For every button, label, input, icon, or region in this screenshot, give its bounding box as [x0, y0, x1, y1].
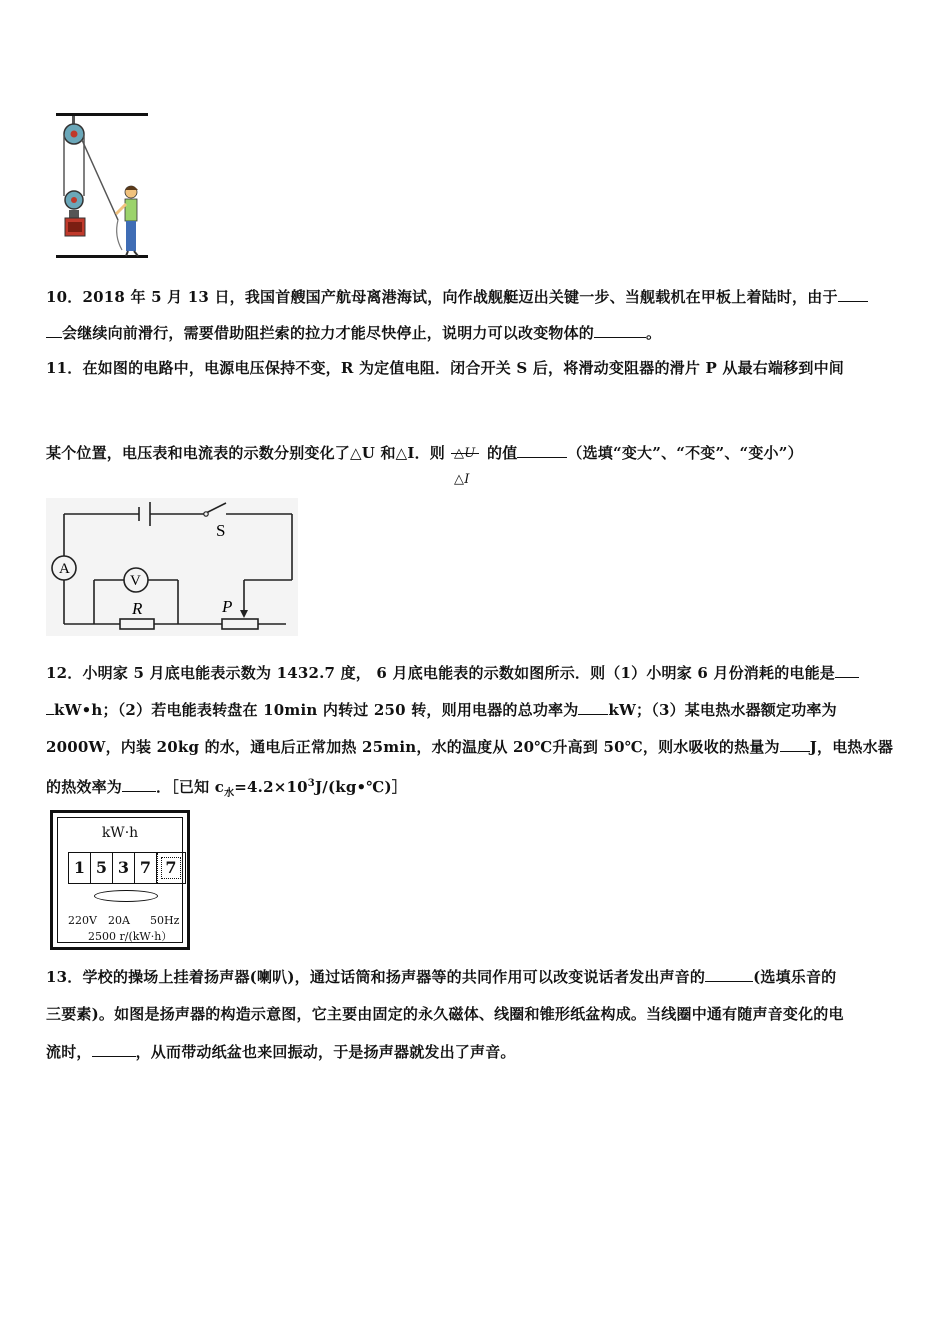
- q12-text-6: 的热效率为: [46, 778, 123, 796]
- q12-text-7: ．［已知 c: [156, 778, 225, 796]
- meter-digits: [68, 852, 186, 884]
- voltmeter-label: V: [130, 573, 141, 589]
- meter-decimal-value: 7: [161, 857, 180, 879]
- meter-constant: 2500 r/(kW·h）: [88, 930, 173, 943]
- meter-current: 20A: [108, 914, 130, 927]
- resistor-label: R: [132, 599, 143, 618]
- q10-text-2: 会继续向前滑行，需要借助阻拦索的拉力才能尽快停止，说明力可以改变物体的: [62, 324, 595, 342]
- meter-frequency: 50Hz: [150, 914, 180, 927]
- q12-text-2: kW•h；（2）若电能表转盘在 10min 内转过 250 转，则用电器的总功率为: [54, 701, 579, 719]
- q13-line3: [46, 1042, 516, 1062]
- meter-unit: kW·h: [101, 825, 139, 841]
- q12-text-9: J/(kg•℃)］: [314, 778, 407, 796]
- q12-line2: [46, 700, 837, 720]
- q10-line2: [46, 323, 661, 343]
- q13-text-1: 13．学校的操场上挂着扬声器(喇叭)，通过话筒和扬声器等的共同作用可以改变说话者发出声音的: [46, 968, 706, 986]
- q12-blank-4: [122, 777, 156, 792]
- q11-text-3: 的值: [487, 444, 518, 462]
- q13-text-3: 三要素)。如图是扬声器的构造示意图，它主要由固定的永久磁体、线圈和锥形纸盆构成。当线圈中通有随声音变化的电: [46, 1005, 844, 1023]
- q12-text-1: 12．小明家 5 月底电能表示数为 1432.7 度， 6 月底电能表的示数如图所示．则（1）小明家 6 月份消耗的电能是: [46, 664, 836, 682]
- q10-blank-2: [594, 323, 646, 338]
- q13-text-5: ，从而带动纸盆也来回振动，于是扬声器就发出了声音。: [135, 1043, 516, 1061]
- q10-text-1: 10．2018 年 5 月 13 日，我国首艘国产航母离港海试，向作战舰艇迈出关键一步、当舰载机在甲板上着陆时，由于: [46, 288, 838, 306]
- q11-text-2: 某个位置，电压表和电流表的示数分别变化了△U 和△I．则: [46, 444, 445, 462]
- q12-blank-1-continued: [46, 700, 54, 715]
- q12-blank-1: [835, 663, 859, 678]
- meter-digit: 7: [135, 853, 157, 883]
- pulley-illustration: [52, 110, 152, 262]
- circuit-diagram: [46, 498, 298, 636]
- q12-line4: [46, 774, 407, 804]
- meter-rotating-disk: [94, 890, 158, 902]
- ammeter-label: A: [59, 561, 70, 577]
- energy-meter-panel: [57, 817, 183, 943]
- q11-text-1: 11．在如图的电路中，电源电压保持不变，R 为定值电阻．闭合开关 S 后，将滑动变阻器的滑片 P 从最右端移到中间: [46, 359, 844, 377]
- meter-digit: 1: [69, 853, 91, 883]
- q10-blank-1-continued: [46, 323, 62, 338]
- energy-meter: [50, 810, 190, 950]
- q12-subscript: 水: [224, 788, 235, 799]
- q12-text-5: J，电热水器: [809, 738, 894, 756]
- q12-blank-2: [578, 700, 608, 715]
- q12-blank-3: [780, 737, 810, 752]
- q11-fraction-bar: [451, 453, 479, 454]
- meter-digit: 5: [91, 853, 113, 883]
- q13-text-4: 流时，: [46, 1043, 92, 1061]
- q10-line1: [46, 287, 868, 307]
- q10-blank-1: [838, 287, 868, 302]
- q13-blank-2: [92, 1042, 136, 1057]
- q12-text-3: kW；（3）某电热水器额定功率为: [608, 701, 837, 719]
- q13-line2: [46, 1004, 844, 1024]
- q13-line1: [46, 967, 836, 987]
- q11-line1: [46, 358, 844, 378]
- meter-decimal-digit: [157, 853, 184, 883]
- q11-fraction-denominator: △I: [454, 472, 470, 487]
- switch-label: S: [216, 521, 226, 540]
- q10-text-3: 。: [646, 324, 662, 342]
- q11-fraction-numerator: △U: [454, 446, 476, 461]
- meter-digit: 3: [113, 853, 135, 883]
- q12-superscript: 3: [307, 778, 315, 789]
- q11-blank: [517, 443, 567, 458]
- meter-voltage: 220V: [68, 914, 97, 927]
- q12-text-4: 2000W，内装 20kg 的水，通电后正常加热 25min，水的温度从 20℃升高到 50℃，则水吸收的热量为: [46, 738, 780, 756]
- q11-text-4: （选填“变大”、“不变”、“变小”）: [567, 444, 803, 462]
- q12-text-8: =4.2×10: [234, 778, 308, 796]
- q12-line1: [46, 663, 859, 683]
- q13-blank-1: [705, 967, 753, 982]
- q11-fraction: [451, 431, 481, 487]
- slider-label: P: [222, 597, 233, 616]
- q13-text-2: (选填乐音的: [753, 968, 837, 986]
- q12-line3: [46, 737, 893, 757]
- q11-line2: [46, 430, 803, 487]
